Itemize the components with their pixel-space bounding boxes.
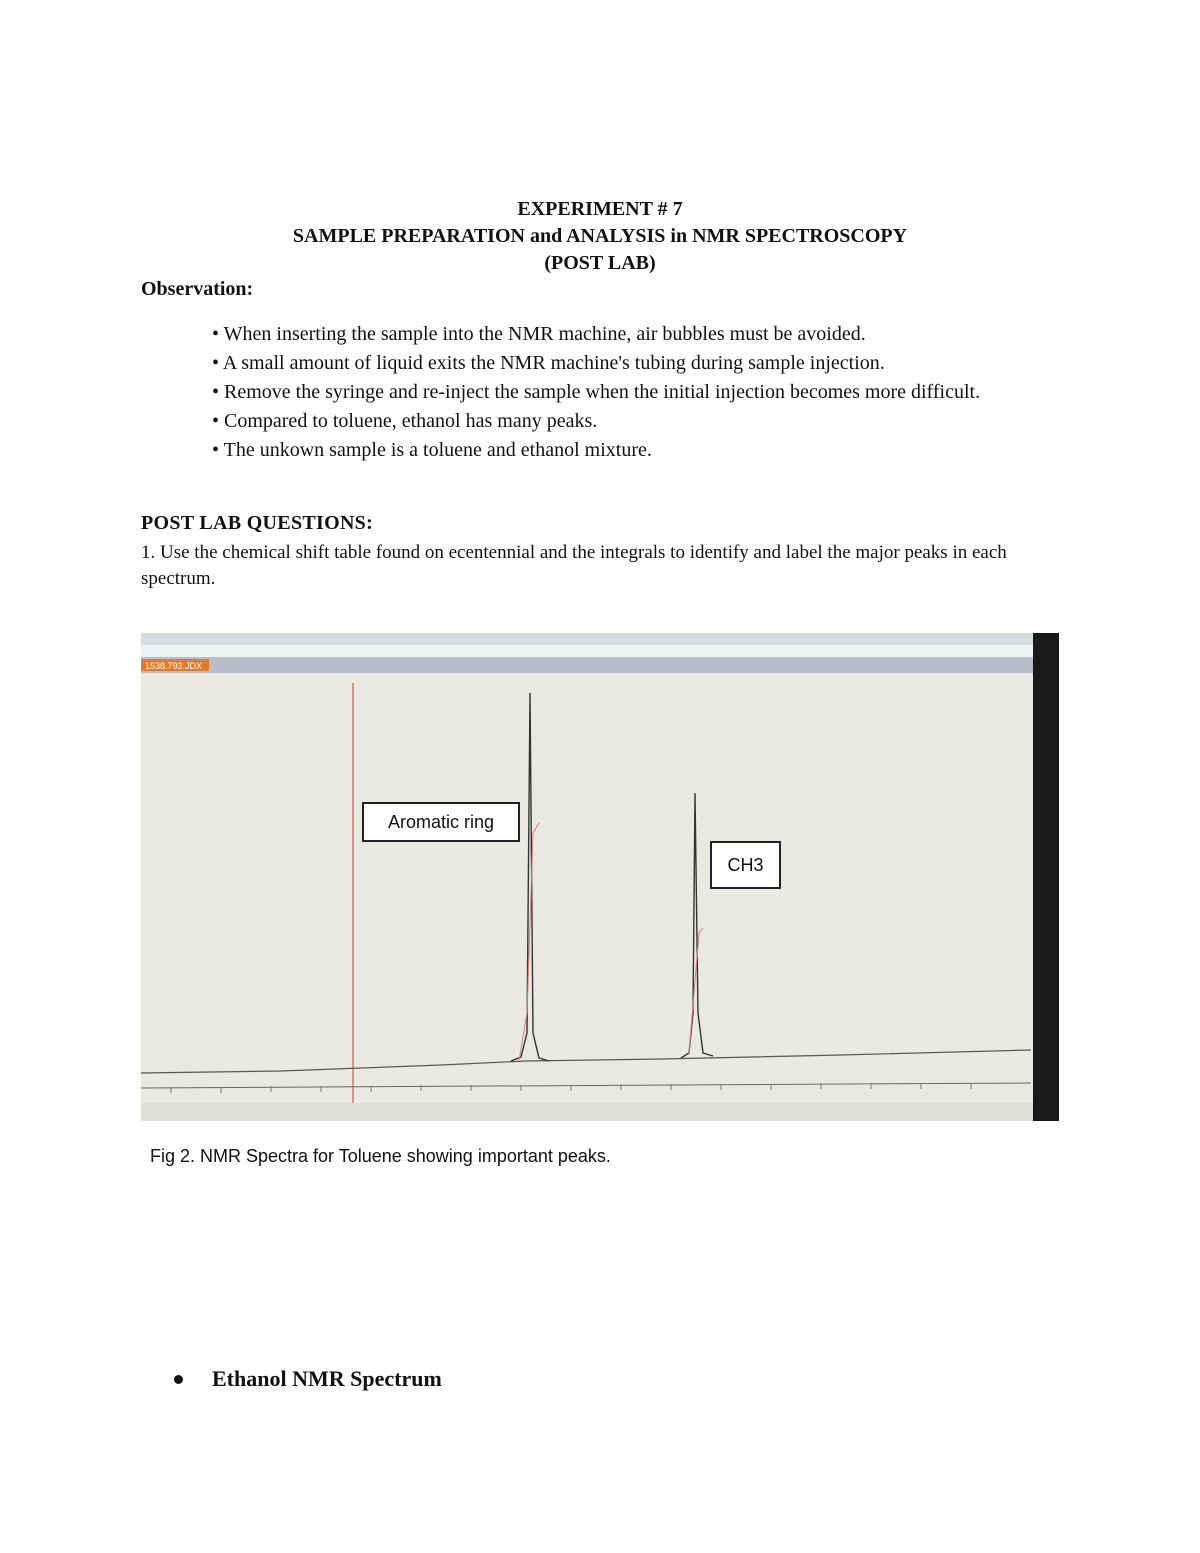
observation-item: • The unkown sample is a toluene and ethanol mixture. xyxy=(212,439,652,461)
bullet-icon xyxy=(174,1375,183,1384)
nmr-spectrum-photo xyxy=(141,633,1059,1121)
ch3-label: CH3 xyxy=(710,841,781,889)
observation-item: • Remove the syringe and re-inject the sample when the initial injection becomes more difficult. xyxy=(212,381,981,403)
title-line-3: (POST LAB) xyxy=(544,252,656,274)
question-1: 1. Use the chemical shift table found on ecentennial and the integrals to identify and label the major peaks in each spectrum. xyxy=(141,542,1007,589)
file-tab-label: 1538.793.JDX xyxy=(145,661,203,671)
title-line-2: SAMPLE PREPARATION and ANALYSIS in NMR SPECTROSCOPY xyxy=(292,225,908,247)
ethanol-heading: Ethanol NMR Spectrum xyxy=(212,1366,442,1391)
figure-caption: Fig 2. NMR Spectra for Toluene showing important peaks. xyxy=(150,1146,611,1166)
observation-list xyxy=(212,320,1042,465)
aromatic-ring-label: Aromatic ring xyxy=(362,802,520,842)
observation-item: • When inserting the sample into the NMR machine, air bubbles must be avoided. xyxy=(212,323,866,345)
ethanol-section xyxy=(174,1366,442,1392)
title-line-1: EXPERIMENT # 7 xyxy=(517,198,683,220)
observation-item: • A small amount of liquid exits the NMR machine's tubing during sample injection. xyxy=(212,352,885,374)
post-lab-heading: POST LAB QUESTIONS: xyxy=(141,512,374,534)
observation-heading: Observation: xyxy=(141,278,254,300)
toluene-spectrum-image xyxy=(141,633,1059,1121)
observation-item: • Compared to toluene, ethanol has many peaks. xyxy=(212,410,598,432)
title-block xyxy=(0,196,1200,277)
